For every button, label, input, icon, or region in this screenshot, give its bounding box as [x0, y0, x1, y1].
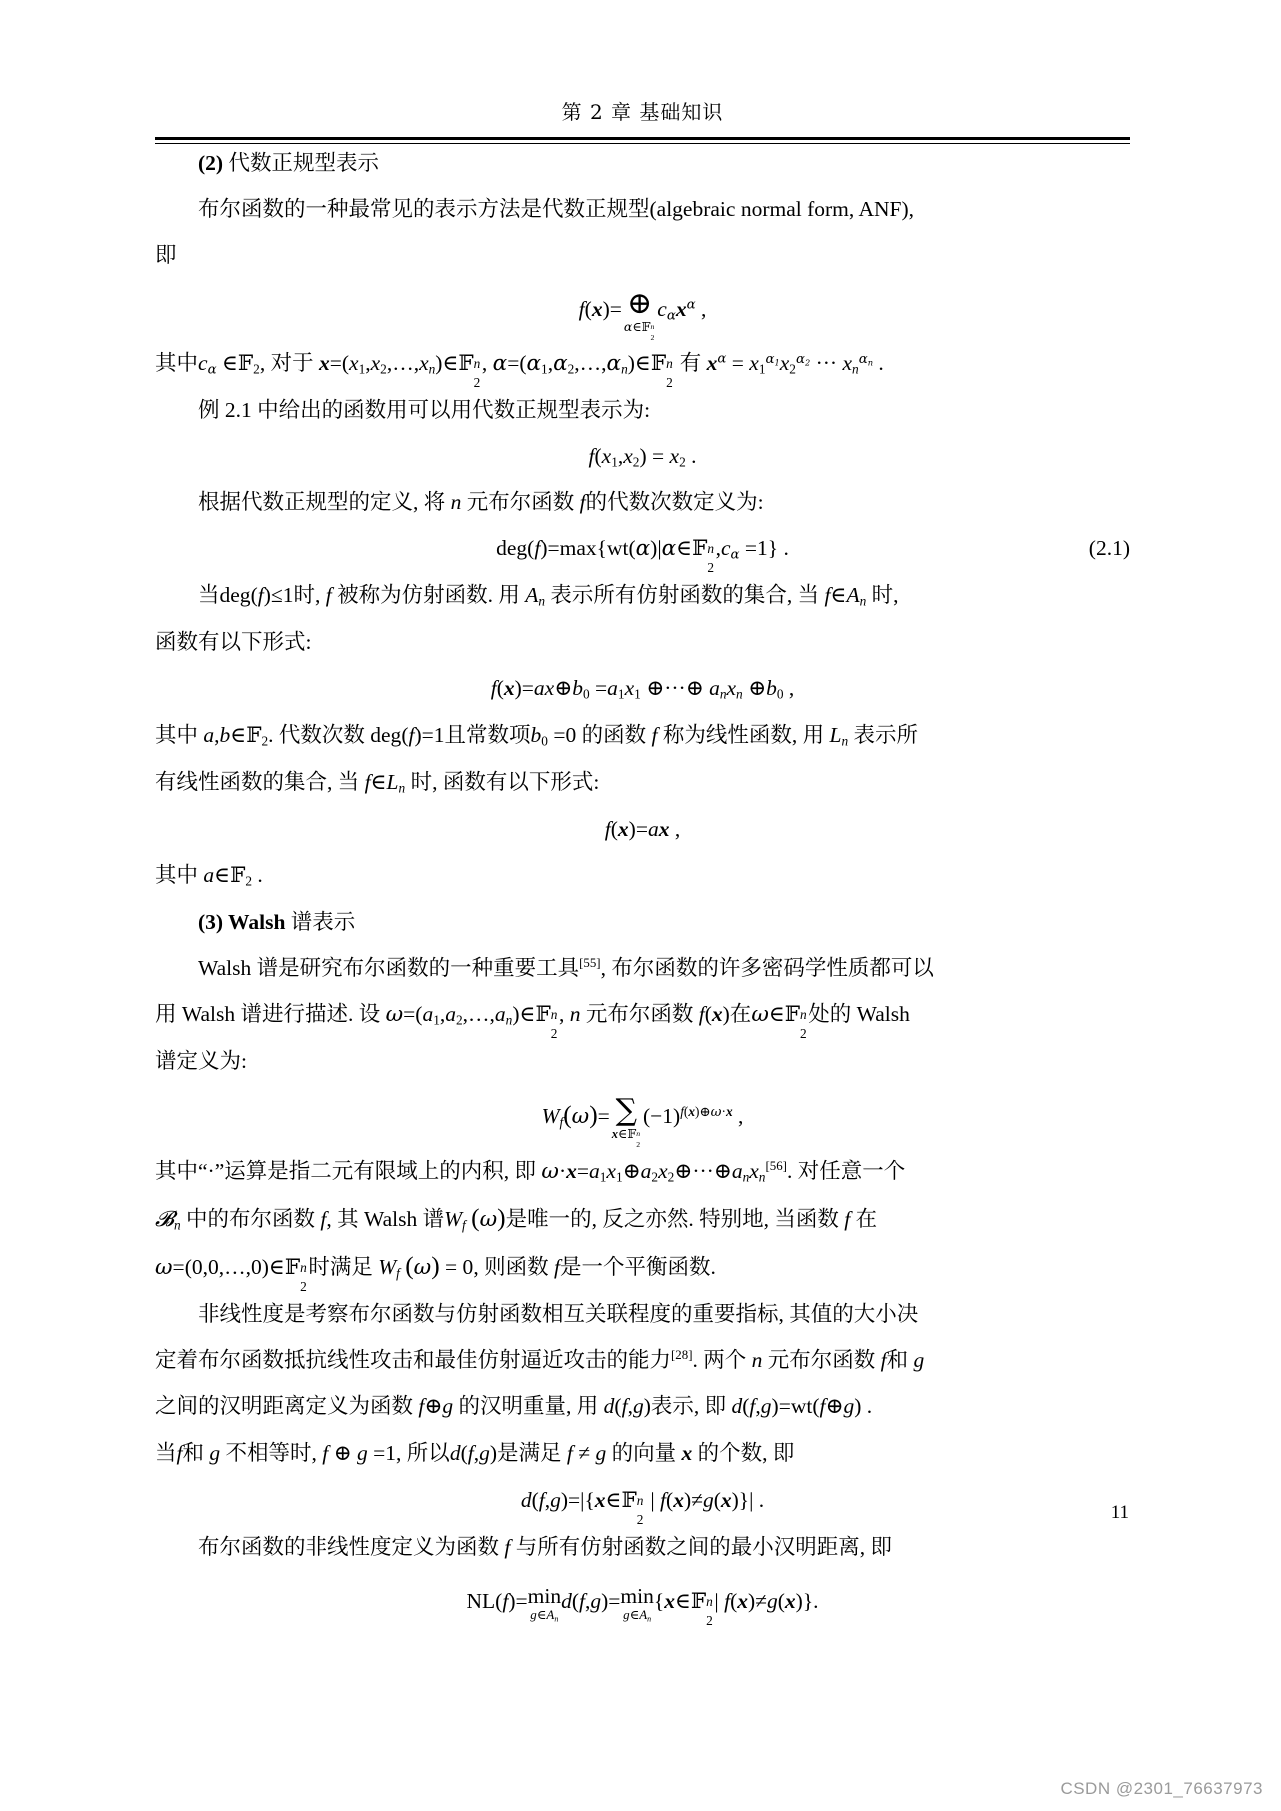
inner-1a: 其中“ — [155, 1159, 208, 1183]
anf-ji-text: 即 — [155, 243, 177, 267]
min-operator-1: min $g\in A_n$ — [527, 1583, 562, 1623]
nl-final-b: 与所有仿射函数之间的最小汉明距离, 即 — [515, 1535, 893, 1559]
nl-2c: 元布尔函数 — [762, 1348, 881, 1372]
paragraph-walsh-3 — [155, 1038, 1130, 1084]
paragraph-walsh-1 — [155, 945, 1130, 991]
section-title-walsh-bold: (3) Walsh — [198, 910, 286, 934]
inner-3b: , 则函数 — [473, 1255, 554, 1279]
equation-distance: d(f,g)=|{x∈𝔽 n 2 | f(x)≠g(x)}| . — [520, 1488, 765, 1527]
nl-4b: 和 — [182, 1441, 210, 1465]
paragraph-example-ref — [155, 387, 1130, 433]
paragraph-nl-4: 当f和 g 不相等时, f ⊕ g =1, 所以d(f,g)是满足 f ≠ g 的向量 x 的个数, 即 — [155, 1441, 795, 1466]
csdn-watermark: CSDN @2301_76637973 — [1060, 1779, 1263, 1798]
linear-1c: =1且常数项 — [421, 723, 531, 747]
affine-1d: 表示所有仿射函数的集合, 当 — [550, 583, 825, 607]
citation-56: [56] — [765, 1159, 787, 1174]
inner-2b: , 其 Walsh 谱 — [326, 1207, 445, 1231]
anf-where-mid1: , 对于 — [259, 351, 314, 375]
walsh-1b: , 布尔函数的许多密码学性质都可以 — [600, 956, 934, 980]
paragraph-anf-ji — [155, 232, 1130, 278]
anf-where-lead: 其中 — [155, 351, 199, 375]
nl-4a: 当 — [155, 1441, 177, 1465]
equation-anf: f(x)= ⊕ α∈𝔽 n 2 $c_\alpha x^\alpha$ , — [578, 285, 707, 342]
walsh-2c: 元布尔函数 — [580, 1002, 699, 1026]
paragraph-anf-intro — [155, 186, 1130, 232]
affine-1b: ≤1时, — [270, 583, 326, 607]
inner-2a: 中的布尔函数 — [180, 1207, 321, 1231]
walsh-2b: , — [558, 1002, 570, 1026]
linear-1e: 称为线性函数, 用 — [657, 723, 825, 747]
nl-2b: . 两个 — [692, 1348, 752, 1372]
nl-4f: 的向量 — [606, 1441, 682, 1465]
bigop-sum: ∑ x∈𝔽 n 2 — [611, 1092, 641, 1149]
affine-1c: 被称为仿射函数. 用 — [331, 583, 526, 607]
walsh-2d: 在 — [729, 1002, 752, 1026]
paragraph-linear-1: 其中 a,b∈𝔽$_2$. 代数次数 deg(f)=1且常数项$b_0 =0$ 的函数 f 称为线性函数, 用 $L_n$ 表示所 — [155, 723, 918, 749]
citation-55: [55] — [579, 956, 601, 971]
walsh-3: 谱定义为: — [155, 1049, 247, 1073]
nl-2d: 和 — [886, 1348, 914, 1372]
paragraph-walsh-2: 用 Walsh 谱进行描述. 设 $\omega=(a_1,a_2,\dots,a_n)\in 𝔽$ n 2 , n 元布尔函数 f(x)在ω∈𝔽 n 2 处的 Walsh — [155, 1002, 910, 1041]
equation-degree: deg(f)=max{wt(α)|α∈𝔽 n 2 $,c_\alpha =1$} . (2.1) — [155, 525, 1130, 572]
anf-where-mid2: , — [481, 351, 493, 375]
nl-2a: 定着布尔函数抵抗线性攻击和最佳仿射逼近攻击的能力 — [155, 1348, 672, 1372]
anf-intro-text: 布尔函数的一种最常见的表示方法是代数正规型(algebraic normal form, ANF), — [198, 197, 914, 221]
affine-1e: 时, — [871, 583, 899, 607]
paragraph-nl-2: 定着布尔函数抵抗线性攻击和最佳仿射逼近攻击的能力[28]. 两个 n 元布尔函数 f和 g — [155, 1348, 925, 1372]
nl-3b: 的汉明重量, 用 — [458, 1394, 599, 1418]
linear-2b: 时, 函数有以下形式: — [410, 770, 600, 794]
equation-linear: f(x)=ax , — [604, 817, 681, 841]
running-head: 第 2 章 基础知识 — [561, 100, 724, 124]
page-body — [155, 140, 1130, 1633]
example-ref-text: 例 2.1 中给出的函数用可以用代数正规型表示为: — [198, 398, 651, 422]
equation-example: $f(x_1,x_2) = x_2$ . — [588, 444, 697, 470]
paragraph-inner-3: ω=(0,0,…,0)∈𝔽 n 2 时满足 $W_f$ (ω) = 0, 则函数 f是一个平衡函数. — [155, 1252, 716, 1294]
linear-1f: 表示所 — [853, 723, 918, 747]
inner-2d: 在 — [850, 1207, 878, 1231]
paragraph-nl-1 — [155, 1291, 1130, 1337]
page-number: 11 — [1110, 1502, 1129, 1523]
equation-nonlinearity: NL(f)= min $g\in A_n$ d(f,g)= min $g\in A_n$ {x∈𝔽 n 2 | f(x)≠g(x)}. — [466, 1583, 819, 1628]
paragraph-inner-2: 𝓑$_n$ 中的布尔函数 f, 其 Walsh 谱$W_f$ (ω)是唯一的, 反之亦然. 特别地, 当函数 f 在 — [155, 1204, 878, 1233]
linear-1b: . 代数次数 — [268, 723, 371, 747]
inner-2c: 是唯一的, 反之亦然. 特别地, 当函数 — [505, 1207, 845, 1231]
inner-1b: ”运算是指二元有限域上的内积, 即 — [214, 1159, 542, 1183]
deg-mid: 元布尔函数 — [461, 490, 580, 514]
nl-4e: 是满足 — [497, 1441, 567, 1465]
walsh-1a: Walsh 谱是研究布尔函数的一种重要工具 — [198, 956, 580, 980]
linear-1a: 其中 — [155, 723, 199, 747]
linear-2a: 有线性函数的集合, 当 — [155, 770, 360, 794]
bigop-xor: ⊕ α∈𝔽 n 2 — [623, 285, 655, 342]
equation-number-2-1: (2.1) — [1088, 536, 1130, 560]
inner-1c: . 对任意一个 — [786, 1159, 906, 1183]
inner-3a: 时满足 — [308, 1255, 379, 1279]
affine-1a: 当 — [198, 583, 220, 607]
walsh-2e: 处的 Walsh — [808, 1002, 910, 1026]
nl-3a: 之间的汉明距离定义为函数 — [155, 1394, 419, 1418]
paragraph-nl-3: 之间的汉明距离定义为函数 f⊕g 的汉明重量, 用 d(f,g)表示, 即 d(f,g)=wt(f⊕g) . — [155, 1394, 873, 1419]
equation-walsh-spectrum: $W_f(\omega)=$ ∑ x∈𝔽 n 2 $(-1)^{f(x)\oplus\omega\cdot x}$ , — [541, 1092, 744, 1149]
paragraph-linear-where: 其中 a∈𝔽$_2$ . — [155, 863, 263, 889]
affine-2: 函数有以下形式: — [155, 630, 312, 654]
inner-3c: 是一个平衡函数. — [559, 1255, 716, 1279]
walsh-2a: 用 Walsh 谱进行描述. 设 — [155, 1002, 386, 1026]
nl-1: 非线性度是考察布尔函数与仿射函数相互关联程度的重要指标, 其值的大小决 — [198, 1302, 919, 1326]
section-heading-walsh — [155, 899, 1130, 945]
paragraph-linear-2: 有线性函数的集合, 当 $f\in L_n$ 时, 函数有以下形式: — [155, 770, 600, 796]
min-operator-2: min $g\in A_n$ — [620, 1583, 654, 1623]
section-title-walsh-rest: 谱表示 — [285, 910, 356, 934]
nl-4c: 不相等时, — [220, 1441, 323, 1465]
paragraph-nl-final: 布尔函数的非线性度定义为函数 f 与所有仿射函数之间的最小汉明距离, 即 — [198, 1535, 893, 1559]
nl-4d: , 所以 — [396, 1441, 450, 1465]
nl-4g: 的个数, 即 — [692, 1441, 795, 1465]
section-number-anf: (2) — [198, 151, 224, 175]
nl-3c: 表示, 即 — [650, 1394, 732, 1418]
paragraph-deg-intro: 根据代数正规型的定义, 将 n 元布尔函数 f的代数次数定义为: — [198, 490, 764, 514]
anf-where-mid3: 有 — [674, 351, 707, 375]
citation-28: [28] — [671, 1348, 693, 1363]
paragraph-affine-2 — [155, 619, 1130, 665]
deg-lead: 根据代数正规型的定义, 将 — [198, 490, 451, 514]
deg-tail: 的代数次数定义为: — [585, 490, 764, 514]
linear-1d: =0 的函数 — [553, 723, 652, 747]
section-title-anf: 代数正规型表示 — [228, 151, 379, 175]
section-heading-anf — [155, 140, 1130, 186]
page-header — [155, 96, 1130, 144]
paragraph-anf-where: 其中$c_\alpha$ ∈𝔽$_2$, 对于 $x=(x_1,x_2,\dots,x_n)\in 𝔽$ n 2 , $\alpha=(\alpha_1,\alpha_2,\dots,\alpha_n)\in 𝔽$ n 2 有 $x^\alpha = x_1^{\alpha_1}x_2^{\alpha_2}$ ··· $x_n^{\alpha_n}$ . — [155, 351, 884, 390]
equation-affine: $f(x)=ax\oplus b_0 =a_1x_1$ ⊕···⊕ $a_nx_n$ $\oplus b_0$ , — [490, 676, 795, 702]
paragraph-affine-1: 当deg(f)≤1时, f 被称为仿射函数. 用 $A_n$ 表示所有仿射函数的集合, 当 $f\in A_n$ 时, — [198, 583, 899, 609]
nl-final-a: 布尔函数的非线性度定义为函数 — [198, 1535, 505, 1559]
linear-where: 其中 — [155, 863, 199, 887]
paragraph-inner-1: 其中“·”运算是指二元有限域上的内积, 即 $\omega\cdot x=a_1x_1\oplus a_2x_2\oplus\cdot\cdot\cdot\oplus a_nx_n[56]$. 对任意一个 — [155, 1159, 906, 1185]
